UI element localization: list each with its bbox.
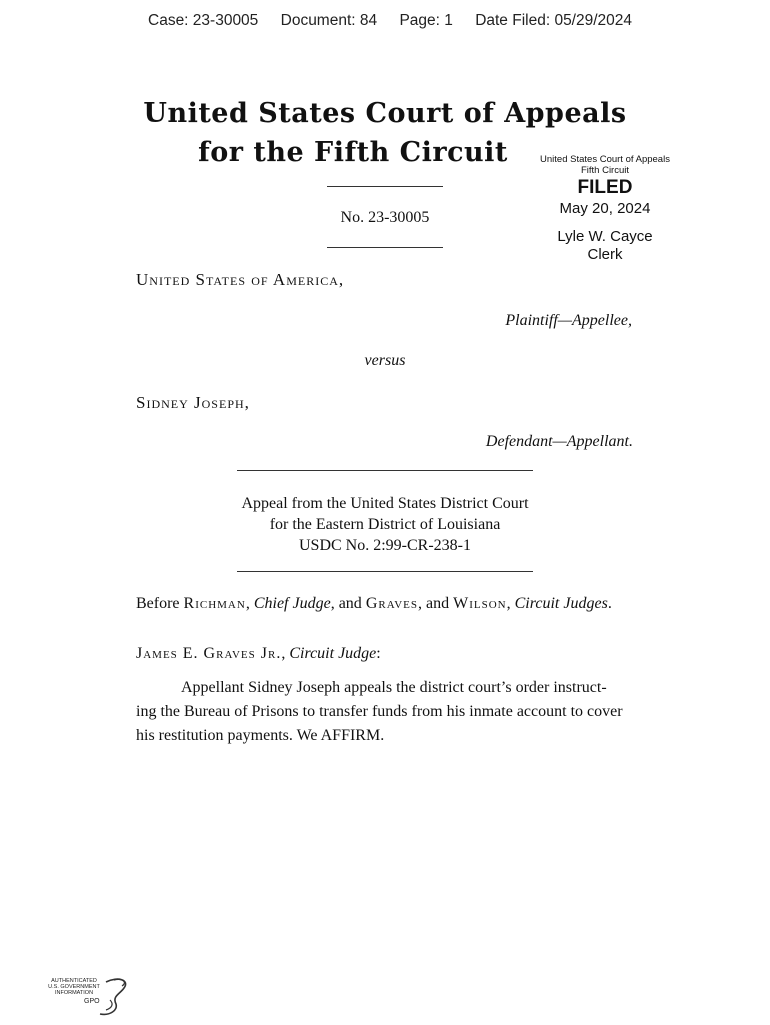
stamp-clerk-name: Lyle W. Cayce: [557, 228, 653, 245]
judge-richman: Richman: [183, 595, 246, 612]
opinion-line1: Appellant Sidney Joseph appeals the district court’s order instruct-: [181, 679, 607, 696]
plaintiff-role: Plaintiff—Appellee,: [505, 312, 632, 329]
divider-rule: [327, 247, 443, 248]
appeal-line3: USDC No. 2:99-CR-238-1: [298, 537, 471, 554]
chief-judge-label: Chief Judge: [253, 595, 331, 612]
gpo-authentication-seal: [44, 974, 134, 1020]
judges-label: Judges: [563, 595, 608, 612]
case-number: No. 23-30005: [340, 209, 430, 226]
panel-statement: Before Richman, Chief Judge, and Graves, and Wilson, Circuit Judges.: [136, 595, 612, 612]
before-label: Before: [136, 595, 180, 612]
document-number-header: Document: 84: [280, 12, 378, 29]
defendant-name: Sidney Joseph,: [136, 393, 250, 412]
appeal-line2: for the Eastern District of Louisiana: [269, 516, 501, 533]
seal-gpo: GPO: [84, 998, 100, 1005]
versus-label: versus: [364, 352, 406, 369]
opinion-author-line: James E. Graves Jr., Circuit Judge:: [136, 645, 381, 662]
defendant-role: Defendant—Appellant.: [485, 433, 633, 450]
date-filed-header: Date Filed: 05/29/2024: [475, 12, 633, 29]
divider-rule: [237, 470, 533, 471]
court-title-line2-text: for the Fifth Circuit: [198, 137, 508, 168]
appeal-block: [0, 493, 770, 556]
opinion-line3: his restitution payments. We AFFIRM.: [136, 727, 385, 744]
stamp-clerk-title: Clerk: [587, 246, 623, 263]
case-number-header: Case: 23-30005: [148, 12, 259, 29]
seal-line1: AUTHENTICATED: [51, 978, 97, 984]
seal-line2: U.S. GOVERNMENT: [48, 984, 100, 990]
stamp-filed: FILED: [577, 177, 633, 198]
and-label: , and: [330, 595, 362, 612]
judge-graves: Graves: [365, 595, 419, 612]
circuit-label: Circuit: [514, 595, 560, 612]
opinion-author: James E. Graves Jr.: [136, 645, 282, 662]
court-title-line1: [0, 98, 770, 129]
filing-header: [148, 12, 650, 30]
stamp-date: May 20, 2024: [559, 200, 651, 217]
divider-rule: [237, 571, 533, 572]
opinion-body: [136, 676, 636, 748]
seal-line3: INFORMATION: [54, 990, 94, 996]
and-label: , and: [418, 595, 450, 612]
page-number-header: Page: 1: [399, 12, 453, 29]
judge-wilson: Wilson: [453, 595, 507, 612]
stamp-circuit: Fifth Circuit: [580, 165, 630, 176]
opinion-author-title: Circuit Judge: [289, 645, 377, 662]
court-title-line1-text: United States Court of Appeals: [143, 98, 627, 129]
opinion-line2: ing the Bureau of Prisons to transfer funds from his inmate account to cover: [136, 703, 623, 720]
stamp-court: United States Court of Appeals: [540, 154, 670, 165]
appeal-line1: Appeal from the United States District Court: [241, 495, 529, 512]
plaintiff-name: United States of America,: [136, 270, 345, 289]
divider-rule: [327, 186, 443, 187]
